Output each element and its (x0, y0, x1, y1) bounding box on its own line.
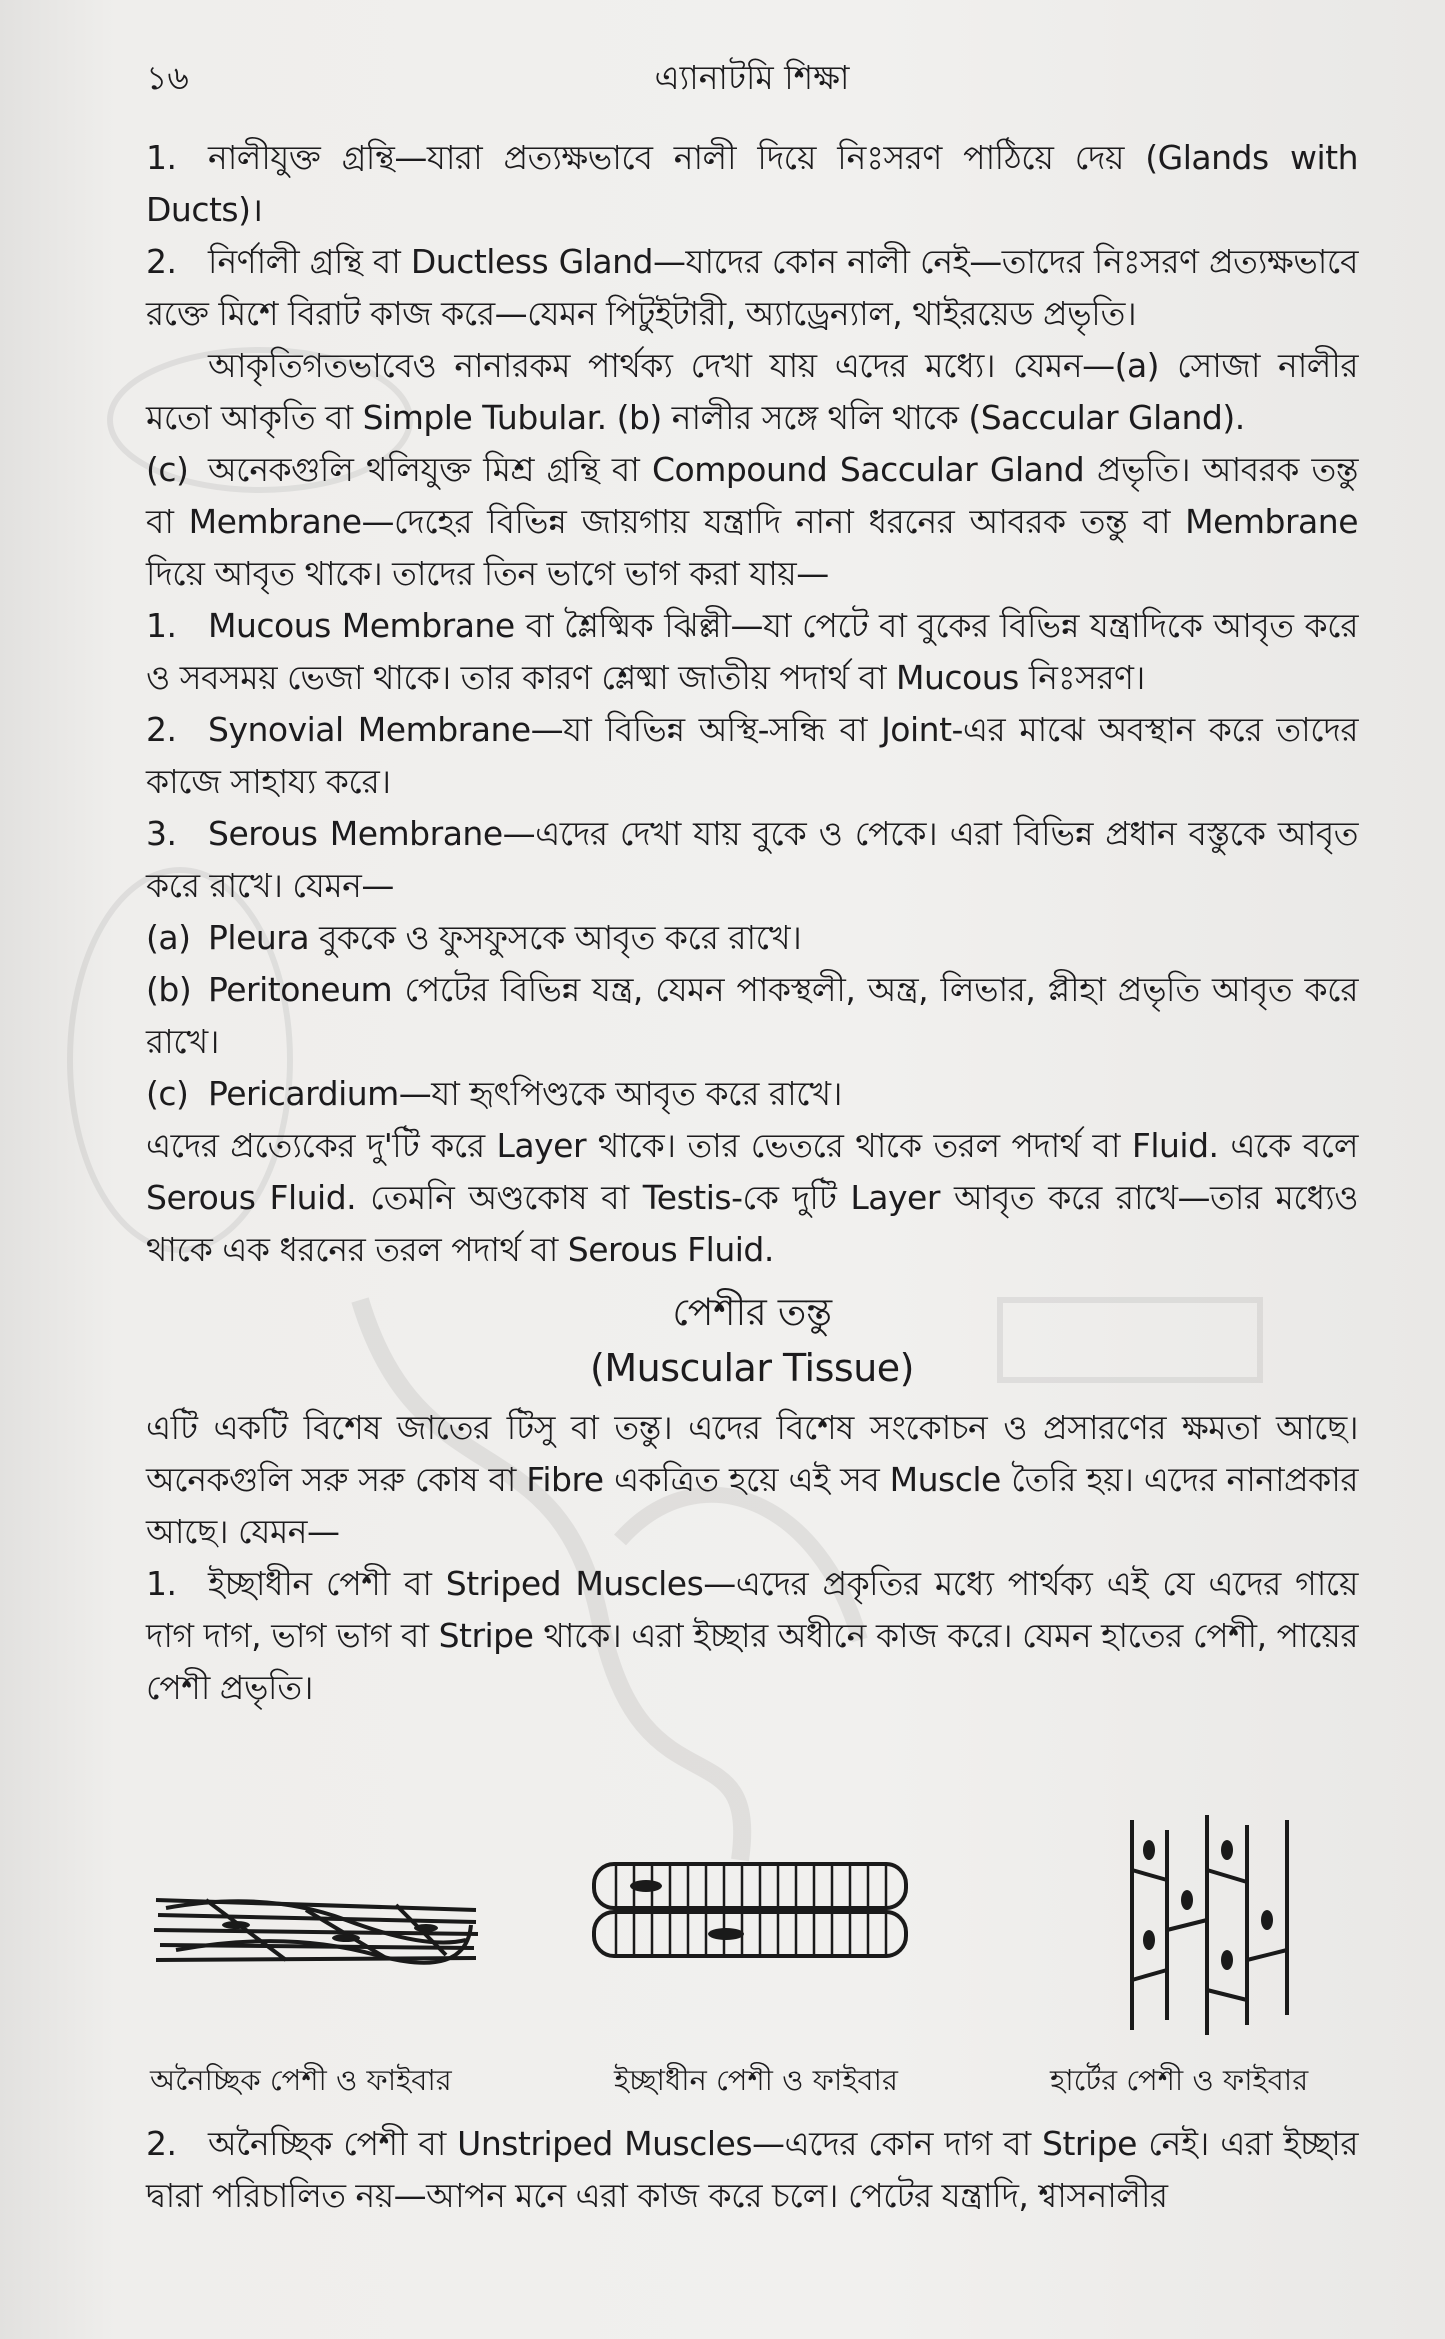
paragraph-text: ইচ্ছাধীন পেশী বা Striped Muscles—এদের প্রকৃতির মধ্যে পার্থক্য এই যে এদের গায়ে দাগ দাগ, ভাগ ভাগ বা Stripe থাকে। এরা ইচ্ছার অধীনে কাজ করে। যেমন হাতের পেশী, পায়ের পেশী প্রভৃতি। (146, 1564, 1358, 1707)
paragraph-unstriped-muscles (146, 2118, 1358, 2222)
body-text (146, 132, 1358, 1714)
smooth-muscle-fibre-illustration (146, 1870, 486, 1990)
striped-muscle-fibre-illustration (586, 1850, 916, 1980)
section-title-bengali: পেশীর তন্তু (672, 1290, 832, 1334)
paragraph-mucous-membrane (146, 600, 1358, 704)
item-number: 3. (146, 814, 177, 853)
item-number: 1. (146, 138, 177, 177)
caption-cardiac-muscle: হার্টের পেশী ও ফাইবার (1050, 2063, 1309, 2097)
paragraph-text: Peritoneum পেটের বিভিন্ন যন্ত্র, যেমন পাকস্থলী, অন্ত্র, লিভার, প্লীহা প্রভৃতি আবৃত করে রাখে। (146, 970, 1358, 1061)
paragraph-text: নির্ণালী গ্রন্থি বা Ductless Gland—যাদের কোন নালী নেই—তাদের নিঃসরণ প্রত্যক্ষভাবে রক্তে মিশে বিরাট কাজ করে—যেমন পিটুইটারী, অ্যাড্রেন্যাল, থাইরয়েড প্রভৃতি। (146, 242, 1358, 333)
item-number: 2. (146, 242, 177, 281)
paragraph-text: Pleura বুককে ও ফুসফুসকে আবৃত করে রাখে। (208, 918, 802, 957)
paragraph-serous-fluid: এদের প্রত্যেকের দু'টি করে Layer থাকে। তার ভেতরে থাকে তরল পদার্থ বা Fluid. একে বলে Serous Fluid. তেমনি অণ্ডকোষ বা Testis-কে দুটি Layer আবৃত করে রাখে—তার মধ্যেও থাকে এক ধরনের তরল পদার্থ বা Serous Fluid. (146, 1126, 1358, 1269)
paragraph-text: Serous Membrane—এদের দেখা যায় বুকে ও পেকে। এরা বিভিন্ন প্রধান বস্তুকে আবৃত করে রাখে। যেমন— (146, 814, 1358, 905)
paragraph-text: Mucous Membrane বা শ্লৈষ্মিক ঝিল্লী—যা পেটে বা বুকের বিভিন্ন যন্ত্রাদিকে আবৃত করে ও সবসময় ভেজা থাকে। তার কারণ শ্লেষ্মা জাতীয় পদার্থ বা Mucous নিঃসরণ। (146, 606, 1358, 697)
paragraph-glands-with-ducts (146, 132, 1358, 236)
paragraph-compound-saccular (146, 444, 1358, 600)
page-number: ১৬ (146, 58, 189, 97)
muscle-figures (146, 1810, 1358, 2070)
paragraph-text: অনৈচ্ছিক পেশী বা Unstriped Muscles—এদের কোন দাগ বা Stripe নেই। এরা ইচ্ছার দ্বারা পরিচালিত নয়—আপন মনে এরা কাজ করে চলে। পেটের যন্ত্রাদি, শ্বাসনালীর (146, 2124, 1358, 2215)
caption-smooth-muscle: অনৈচ্ছিক পেশী ও ফাইবার (150, 2063, 452, 2097)
cardiac-muscle-fibre-illustration (1112, 1810, 1312, 2040)
item-label: (c) (146, 1074, 189, 1113)
section-title-english: (Muscular Tissue) (590, 1346, 914, 1390)
paragraph-shape-differences: আকৃতিগতভাবেও নানারকম পার্থক্য দেখা যায় এদের মধ্যে। যেমন—(a) সোজা নালীর মতো আকৃতি বা Simple Tubular. (b) নালীর সঙ্গে থলি থাকে (Saccular Gland). (146, 346, 1358, 437)
item-label: (b) (146, 970, 192, 1009)
paragraph-ductless-gland (146, 236, 1358, 340)
paragraph-text: অনেকগুলি থলিযুক্ত মিশ্র গ্রন্থি বা Compound Saccular Gland প্রভৃতি। আবরক তন্তু বা Membrane—দেহের বিভিন্ন জায়গায় যন্ত্রাদি নানা ধরনের আবরক তন্তু বা Membrane দিয়ে আবৃত থাকে। তাদের তিন ভাগে ভাগ করা যায়— (146, 450, 1358, 593)
list-item-pericardium (146, 1068, 1358, 1120)
list-item-pleura (146, 912, 1358, 964)
list-item-peritoneum (146, 964, 1358, 1068)
item-number: 2. (146, 2124, 177, 2163)
paragraph-synovial-membrane (146, 704, 1358, 808)
page-header (146, 52, 1358, 102)
paragraph-striped-muscles (146, 1558, 1358, 1714)
paragraph-serous-membrane (146, 808, 1358, 912)
paragraph-muscle-intro: এটি একটি বিশেষ জাতের টিসু বা তন্তু। এদের বিশেষ সংকোচন ও প্রসারণের ক্ষমতা আছে। অনেকগুলি সরু সরু কোষ বা Fibre একত্রিত হয়ে এই সব Muscle তৈরি হয়। এদের নানাপ্রকার আছে। যেমন— (146, 1408, 1358, 1551)
paragraph-text: Pericardium—যা হৃৎপিণ্ডকে আবৃত করে রাখে। (208, 1074, 842, 1113)
caption-striped-muscle: ইচ্ছাধীন পেশী ও ফাইবার (614, 2063, 898, 2097)
item-number: 2. (146, 710, 177, 749)
item-number: 1. (146, 606, 177, 645)
paragraph-text: নালীযুক্ত গ্রন্থি—যারা প্রত্যক্ষভাবে নালী দিয়ে নিঃসরণ পাঠিয়ে দেয় (Glands with Ducts)। (146, 138, 1358, 229)
item-label: (a) (146, 918, 191, 957)
item-label: (c) (146, 450, 189, 489)
running-title: এ্যানাটমি শিক্ষা (654, 58, 850, 97)
paragraph-text: Synovial Membrane—যা বিভিন্ন অস্থি-সন্ধি বা Joint-এর মাঝে অবস্থান করে তাদের কাজে সাহায্য করে। (146, 710, 1358, 801)
body-text-bottom (146, 2118, 1358, 2222)
item-number: 1. (146, 1564, 177, 1603)
